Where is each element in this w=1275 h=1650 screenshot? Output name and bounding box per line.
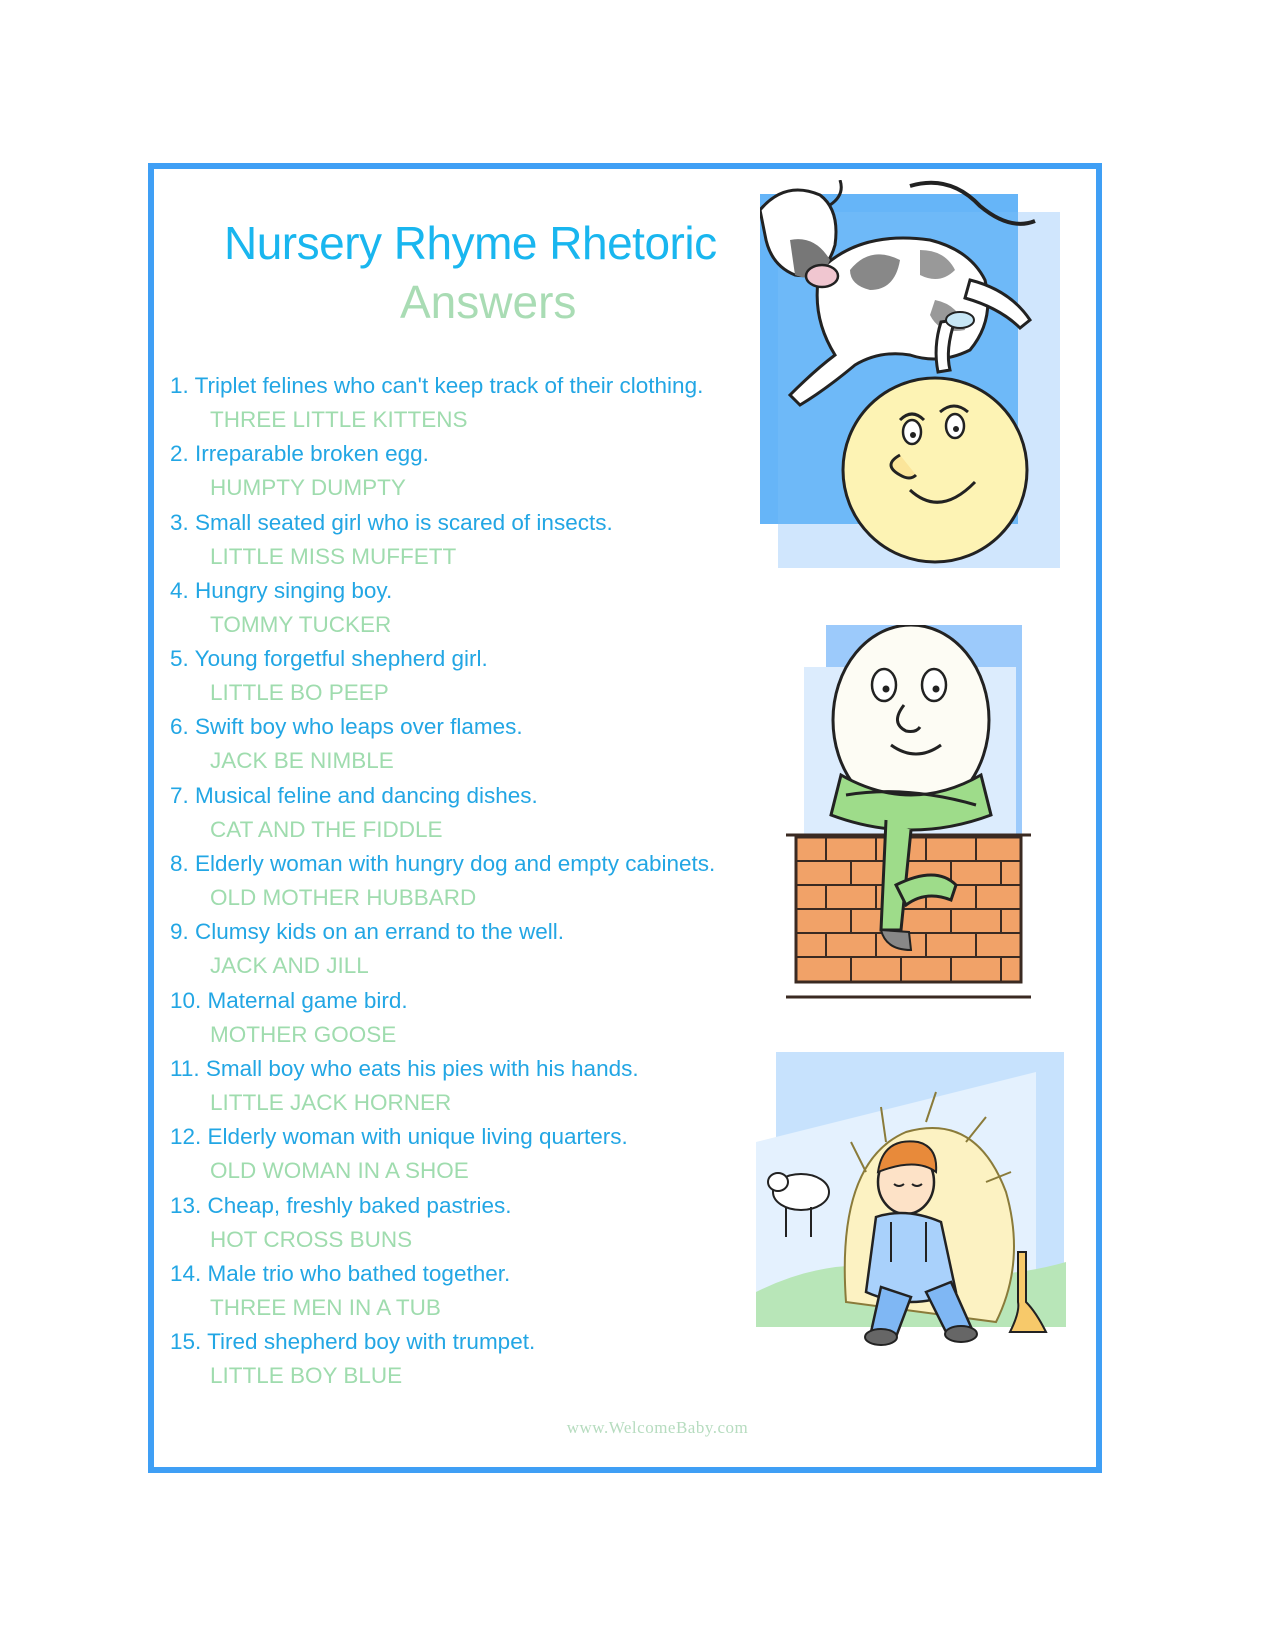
question-text: Maternal game bird. xyxy=(207,987,408,1013)
moon-icon xyxy=(843,378,1027,562)
list-item xyxy=(170,642,810,710)
humpty-dumpty-illustration xyxy=(786,625,1031,1000)
question-text: Irreparable broken egg. xyxy=(195,441,429,467)
answer-text: JACK BE NIMBLE xyxy=(210,748,394,774)
item-number: 8. xyxy=(170,851,189,877)
footer-website: www.WelcomeBaby.com xyxy=(566,1418,749,1437)
item-number: 15. xyxy=(170,1329,202,1355)
answer-text: LITTLE JACK HORNER xyxy=(210,1089,452,1115)
list-item xyxy=(170,779,810,847)
answer-text: HOT CROSS BUNS xyxy=(210,1226,413,1252)
question-text: Young forgetful shepherd girl. xyxy=(194,646,488,672)
item-number: 4. xyxy=(170,577,189,603)
question-text: Hungry singing boy. xyxy=(195,577,393,603)
list-item xyxy=(170,1257,810,1325)
question-text: Tired shepherd boy with trumpet. xyxy=(207,1329,536,1355)
item-number: 2. xyxy=(170,441,189,467)
item-number: 11. xyxy=(170,1055,200,1081)
item-number: 13. xyxy=(170,1192,202,1218)
item-number: 9. xyxy=(170,919,189,945)
list-item xyxy=(170,1052,810,1120)
answer-text: LITTLE MISS MUFFETT xyxy=(210,543,457,569)
page-subtitle: Answers xyxy=(400,276,577,328)
list-item xyxy=(170,369,810,437)
list-item xyxy=(170,1325,810,1393)
question-text: Swift boy who leaps over flames. xyxy=(195,714,523,740)
page-title: Nursery Rhyme Rhetoric xyxy=(224,217,717,269)
item-number: 5. xyxy=(170,646,189,672)
question-text: Cheap, freshly baked pastries. xyxy=(207,1192,512,1218)
question-text: Clumsy kids on an errand to the well. xyxy=(195,919,564,945)
list-item xyxy=(170,574,810,642)
question-text: Musical feline and dancing dishes. xyxy=(195,782,538,808)
item-number: 3. xyxy=(170,509,189,535)
list-item xyxy=(170,915,810,983)
item-number: 1. xyxy=(170,373,189,398)
answer-text: HUMPTY DUMPTY xyxy=(210,475,406,501)
list-item xyxy=(170,710,810,778)
answer-text: CAT AND THE FIDDLE xyxy=(210,816,443,842)
answer-text: OLD WOMAN IN A SHOE xyxy=(210,1158,469,1184)
answer-text: JACK AND JILL xyxy=(210,953,369,979)
item-number: 14. xyxy=(170,1260,202,1286)
question-text: Male trio who bathed together. xyxy=(207,1260,511,1286)
answer-text: MOTHER GOOSE xyxy=(210,1021,397,1047)
question-text: Small seated girl who is scared of insects. xyxy=(195,509,613,535)
question-text: Triplet felines who can't keep track of their clothing. xyxy=(194,373,704,398)
list-item xyxy=(170,847,810,915)
list-item xyxy=(170,1120,810,1188)
list-item xyxy=(170,437,810,505)
question-text: Elderly woman with hungry dog and empty cabinets. xyxy=(195,851,716,877)
answer-text: TOMMY TUCKER xyxy=(210,611,392,637)
question-text: Elderly woman with unique living quarters. xyxy=(207,1124,628,1150)
list-item xyxy=(170,1189,810,1257)
list-item xyxy=(170,984,810,1052)
item-number: 6. xyxy=(170,714,189,740)
cow-over-moon-illustration xyxy=(760,180,1060,570)
answer-text: LITTLE BOY BLUE xyxy=(210,1363,403,1389)
answer-text: OLD MOTHER HUBBARD xyxy=(210,885,477,911)
little-boy-blue-illustration xyxy=(756,1052,1066,1347)
question-text: Small boy who eats his pies with his hands. xyxy=(205,1055,639,1081)
list-item xyxy=(170,506,810,574)
item-number: 7. xyxy=(170,782,189,808)
answer-text: THREE MEN IN A TUB xyxy=(210,1294,441,1320)
answer-text: LITTLE BO PEEP xyxy=(210,680,389,706)
answer-list xyxy=(170,369,810,1393)
item-number: 10. xyxy=(170,987,202,1013)
item-number: 12. xyxy=(170,1124,202,1150)
answer-text: THREE LITTLE KITTENS xyxy=(210,407,468,432)
